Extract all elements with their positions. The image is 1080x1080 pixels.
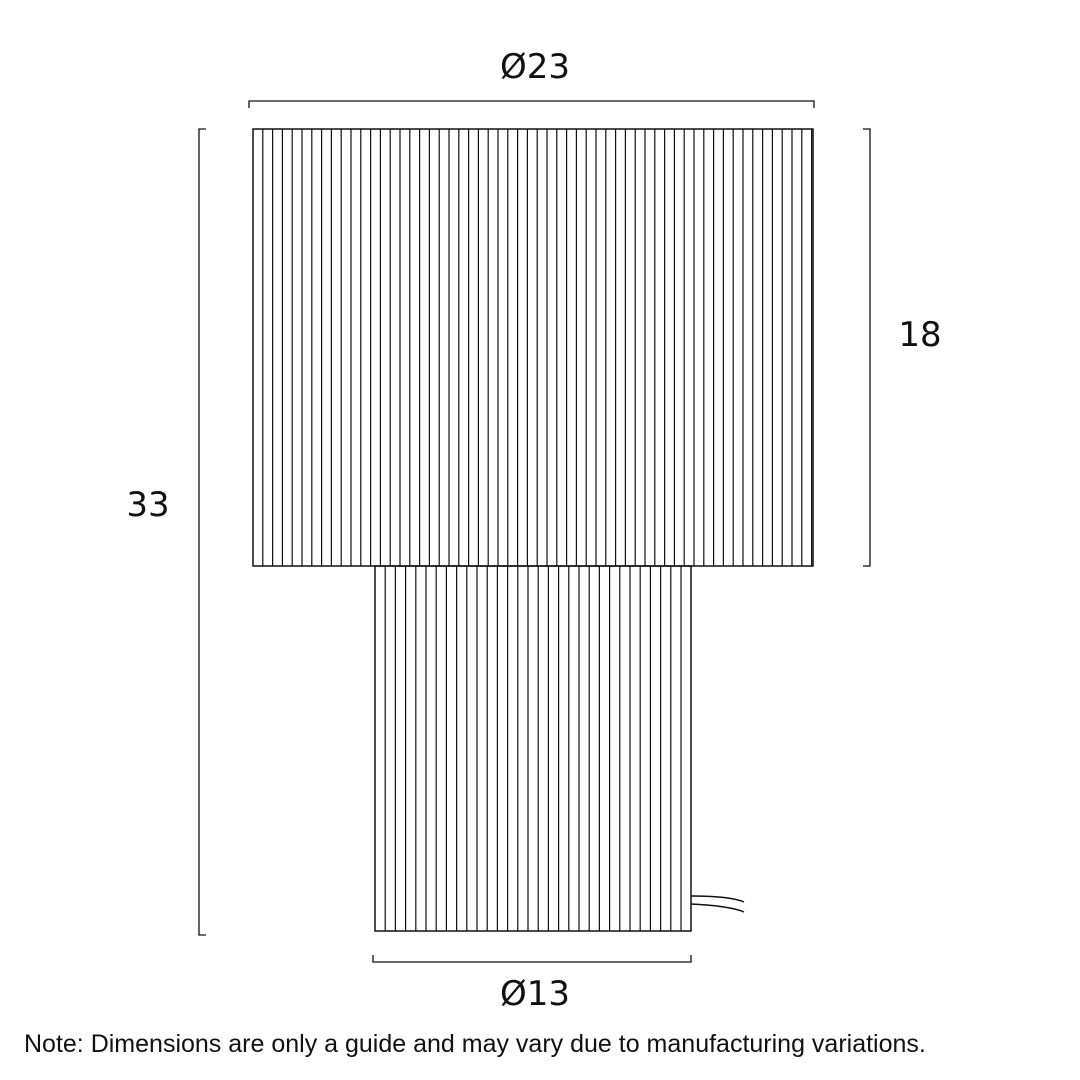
- top-diameter-label: Ø23: [499, 47, 571, 87]
- base-diameter-dimension: [373, 955, 691, 962]
- power-cord-line-lower: [691, 904, 744, 912]
- lamp-base-outline: [375, 566, 691, 931]
- power-cord-line-upper: [691, 896, 744, 902]
- shade-height-bracket: [863, 129, 870, 566]
- lamp-base: [375, 566, 691, 931]
- total-height-label: 33: [126, 485, 170, 525]
- lamp-shade-ribs: [263, 129, 812, 566]
- power-cord: [691, 896, 744, 912]
- base-diameter-bracket: [373, 955, 691, 962]
- dimensions-disclaimer-note: Note: Dimensions are only a guide and may vary due to manufacturing variations.: [24, 1030, 926, 1058]
- top-diameter-bracket: [249, 101, 814, 108]
- lamp-shade-outline: [253, 129, 813, 566]
- lamp-base-ribs: [385, 566, 681, 931]
- lamp-shade: [253, 129, 813, 566]
- base-diameter-label: Ø13: [499, 974, 571, 1014]
- shade-height-dimension: [863, 129, 870, 566]
- total-height-bracket: [199, 129, 206, 935]
- top-diameter-dimension: [249, 101, 814, 108]
- shade-height-label: 18: [898, 315, 942, 355]
- total-height-dimension: [199, 129, 206, 935]
